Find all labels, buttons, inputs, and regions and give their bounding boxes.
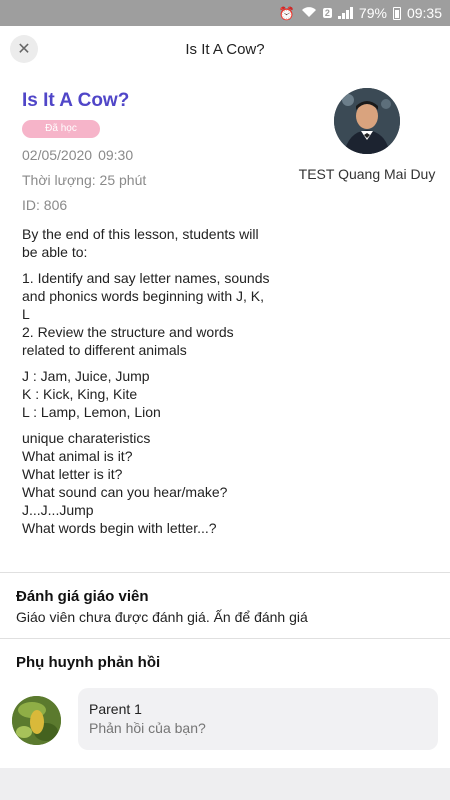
feedback-row	[12, 688, 438, 752]
clock: 09:35	[406, 5, 442, 21]
close-icon: ✕	[17, 41, 31, 58]
parent-name: Parent 1	[89, 701, 142, 717]
feedback-title: Phụ huynh phản hồi	[16, 654, 161, 671]
battery-icon	[393, 7, 401, 20]
alarm-icon: ⏰	[278, 5, 295, 21]
header	[0, 26, 450, 72]
divider	[0, 572, 450, 573]
feedback-input[interactable]	[89, 720, 427, 736]
lesson-info	[22, 90, 272, 545]
rating-title: Đánh giá giáo viên	[16, 588, 149, 605]
page-title: Is It A Cow?	[185, 40, 265, 58]
lesson-id: ID: 806	[22, 197, 68, 213]
rating-prompt: Giáo viên chưa được đánh giá. Ấn để đánh giá	[16, 609, 308, 625]
battery-percent: 79%	[358, 5, 387, 21]
close-button[interactable]	[10, 35, 38, 63]
teacher-name: TEST Quang Mai Duy	[298, 166, 436, 182]
parent-avatar	[12, 696, 61, 745]
teacher-rating-section[interactable]	[16, 588, 436, 625]
lesson-time: 09:30	[98, 147, 134, 163]
status-bar	[0, 0, 450, 26]
lesson-title: Is It A Cow?	[22, 90, 130, 111]
status-badge: Đã học	[22, 120, 100, 138]
lesson-description	[22, 225, 272, 537]
description-paragraph: By the end of this lesson, students will be able to:	[22, 226, 259, 260]
lesson-date: 02/05/2020	[22, 147, 93, 163]
wifi-icon	[301, 6, 317, 20]
description-paragraph: J : Jam, Juice, Jump K : Kick, King, Kite L : Lamp, Lemon, Lion	[22, 368, 161, 420]
signal-icon	[338, 7, 353, 19]
sim-badge: 2	[324, 8, 330, 18]
lesson-datetime	[22, 147, 272, 163]
teacher-avatar	[334, 88, 400, 154]
teacher-card[interactable]	[297, 88, 437, 182]
divider	[0, 638, 450, 639]
bottom-band	[0, 768, 450, 800]
feedback-box[interactable]	[78, 688, 438, 750]
description-paragraph: unique charateristics What animal is it? What letter is it? What sound can you hear/make? J...J...Jump What words begin with letter...?	[22, 430, 228, 536]
parent-feedback-section	[16, 654, 436, 671]
lesson-duration: Thời lượng: 25 phút	[22, 172, 147, 188]
description-paragraph: 1. Identify and say letter names, sounds and phonics words beginning with J, K, L 2. Review the structure and words related to different animals	[22, 270, 270, 358]
